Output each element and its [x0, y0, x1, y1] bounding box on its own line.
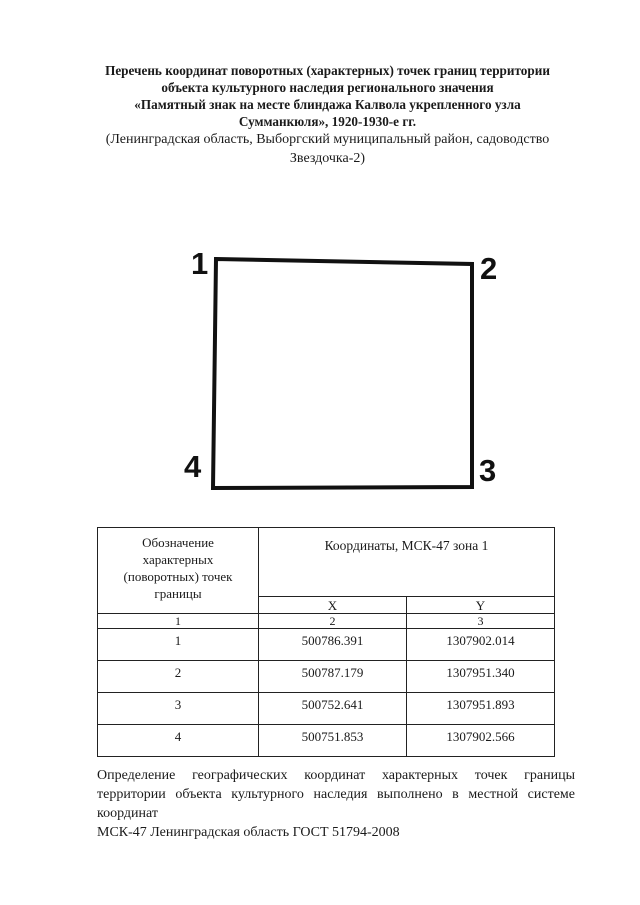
point-label-1: 1 — [191, 246, 209, 281]
row-y: 1307951.893 — [407, 693, 555, 725]
row-x: 500787.179 — [259, 661, 407, 693]
title-line-3: «Памятный знак на месте блиндажа Калвола укрепленного узла — [134, 97, 521, 112]
header-y: Y — [407, 597, 555, 614]
row-y: 1307951.340 — [407, 661, 555, 693]
point-label-2: 2 — [480, 251, 498, 286]
row-point: 4 — [98, 725, 259, 757]
row-x: 500786.391 — [259, 629, 407, 661]
title-line-2: объекта культурного наследия регионального значения — [161, 80, 494, 95]
header-point-designation — [98, 528, 259, 614]
column-number-2: 2 — [259, 614, 407, 629]
column-number-3: 3 — [407, 614, 555, 629]
row-y: 1307902.014 — [407, 629, 555, 661]
header-left-line-4: границы — [154, 586, 202, 601]
boundary-polygon — [213, 259, 472, 488]
subtitle-line-2: Звездочка-2) — [289, 151, 366, 166]
subtitle-line-1: (Ленинградская область, Выборгский муниципальный район, садоводство — [105, 132, 550, 147]
column-number-1: 1 — [98, 614, 259, 629]
title-line-1: Перечень координат поворотных (характерных) точек границ территории — [105, 63, 550, 78]
footer-note — [97, 766, 575, 842]
point-label-4: 4 — [184, 449, 202, 484]
row-x: 500751.853 — [259, 725, 407, 757]
header-x: X — [259, 597, 407, 614]
point-label-3: 3 — [479, 453, 497, 488]
footer-line-2: территории объекта культурного наследия выполнено в местной системе координат — [97, 787, 575, 821]
table-row — [98, 661, 555, 693]
table-row — [98, 629, 555, 661]
table-column-numbers-row — [98, 614, 555, 629]
table-row — [98, 693, 555, 725]
coordinates-table — [97, 527, 555, 757]
header-left-line-2: характерных — [142, 552, 214, 567]
footer-line-3: МСК-47 Ленинградская область ГОСТ 51794-2008 — [97, 825, 400, 840]
header-left-line-1: Обозначение — [142, 535, 214, 550]
row-point: 1 — [98, 629, 259, 661]
row-x: 500752.641 — [259, 693, 407, 725]
row-point: 3 — [98, 693, 259, 725]
table-row — [98, 725, 555, 757]
row-y: 1307902.566 — [407, 725, 555, 757]
header-coordinates: Координаты, МСК-47 зона 1 — [259, 528, 555, 597]
document-title — [60, 62, 595, 168]
row-point: 2 — [98, 661, 259, 693]
header-left-line-3: (поворотных) точек — [123, 569, 233, 584]
title-line-4: Сумманкюля», 1920-1930-е гг. — [238, 114, 417, 129]
footer-line-1: Определение географических координат характерных точек границы — [97, 768, 575, 783]
table-header-row — [98, 528, 555, 597]
